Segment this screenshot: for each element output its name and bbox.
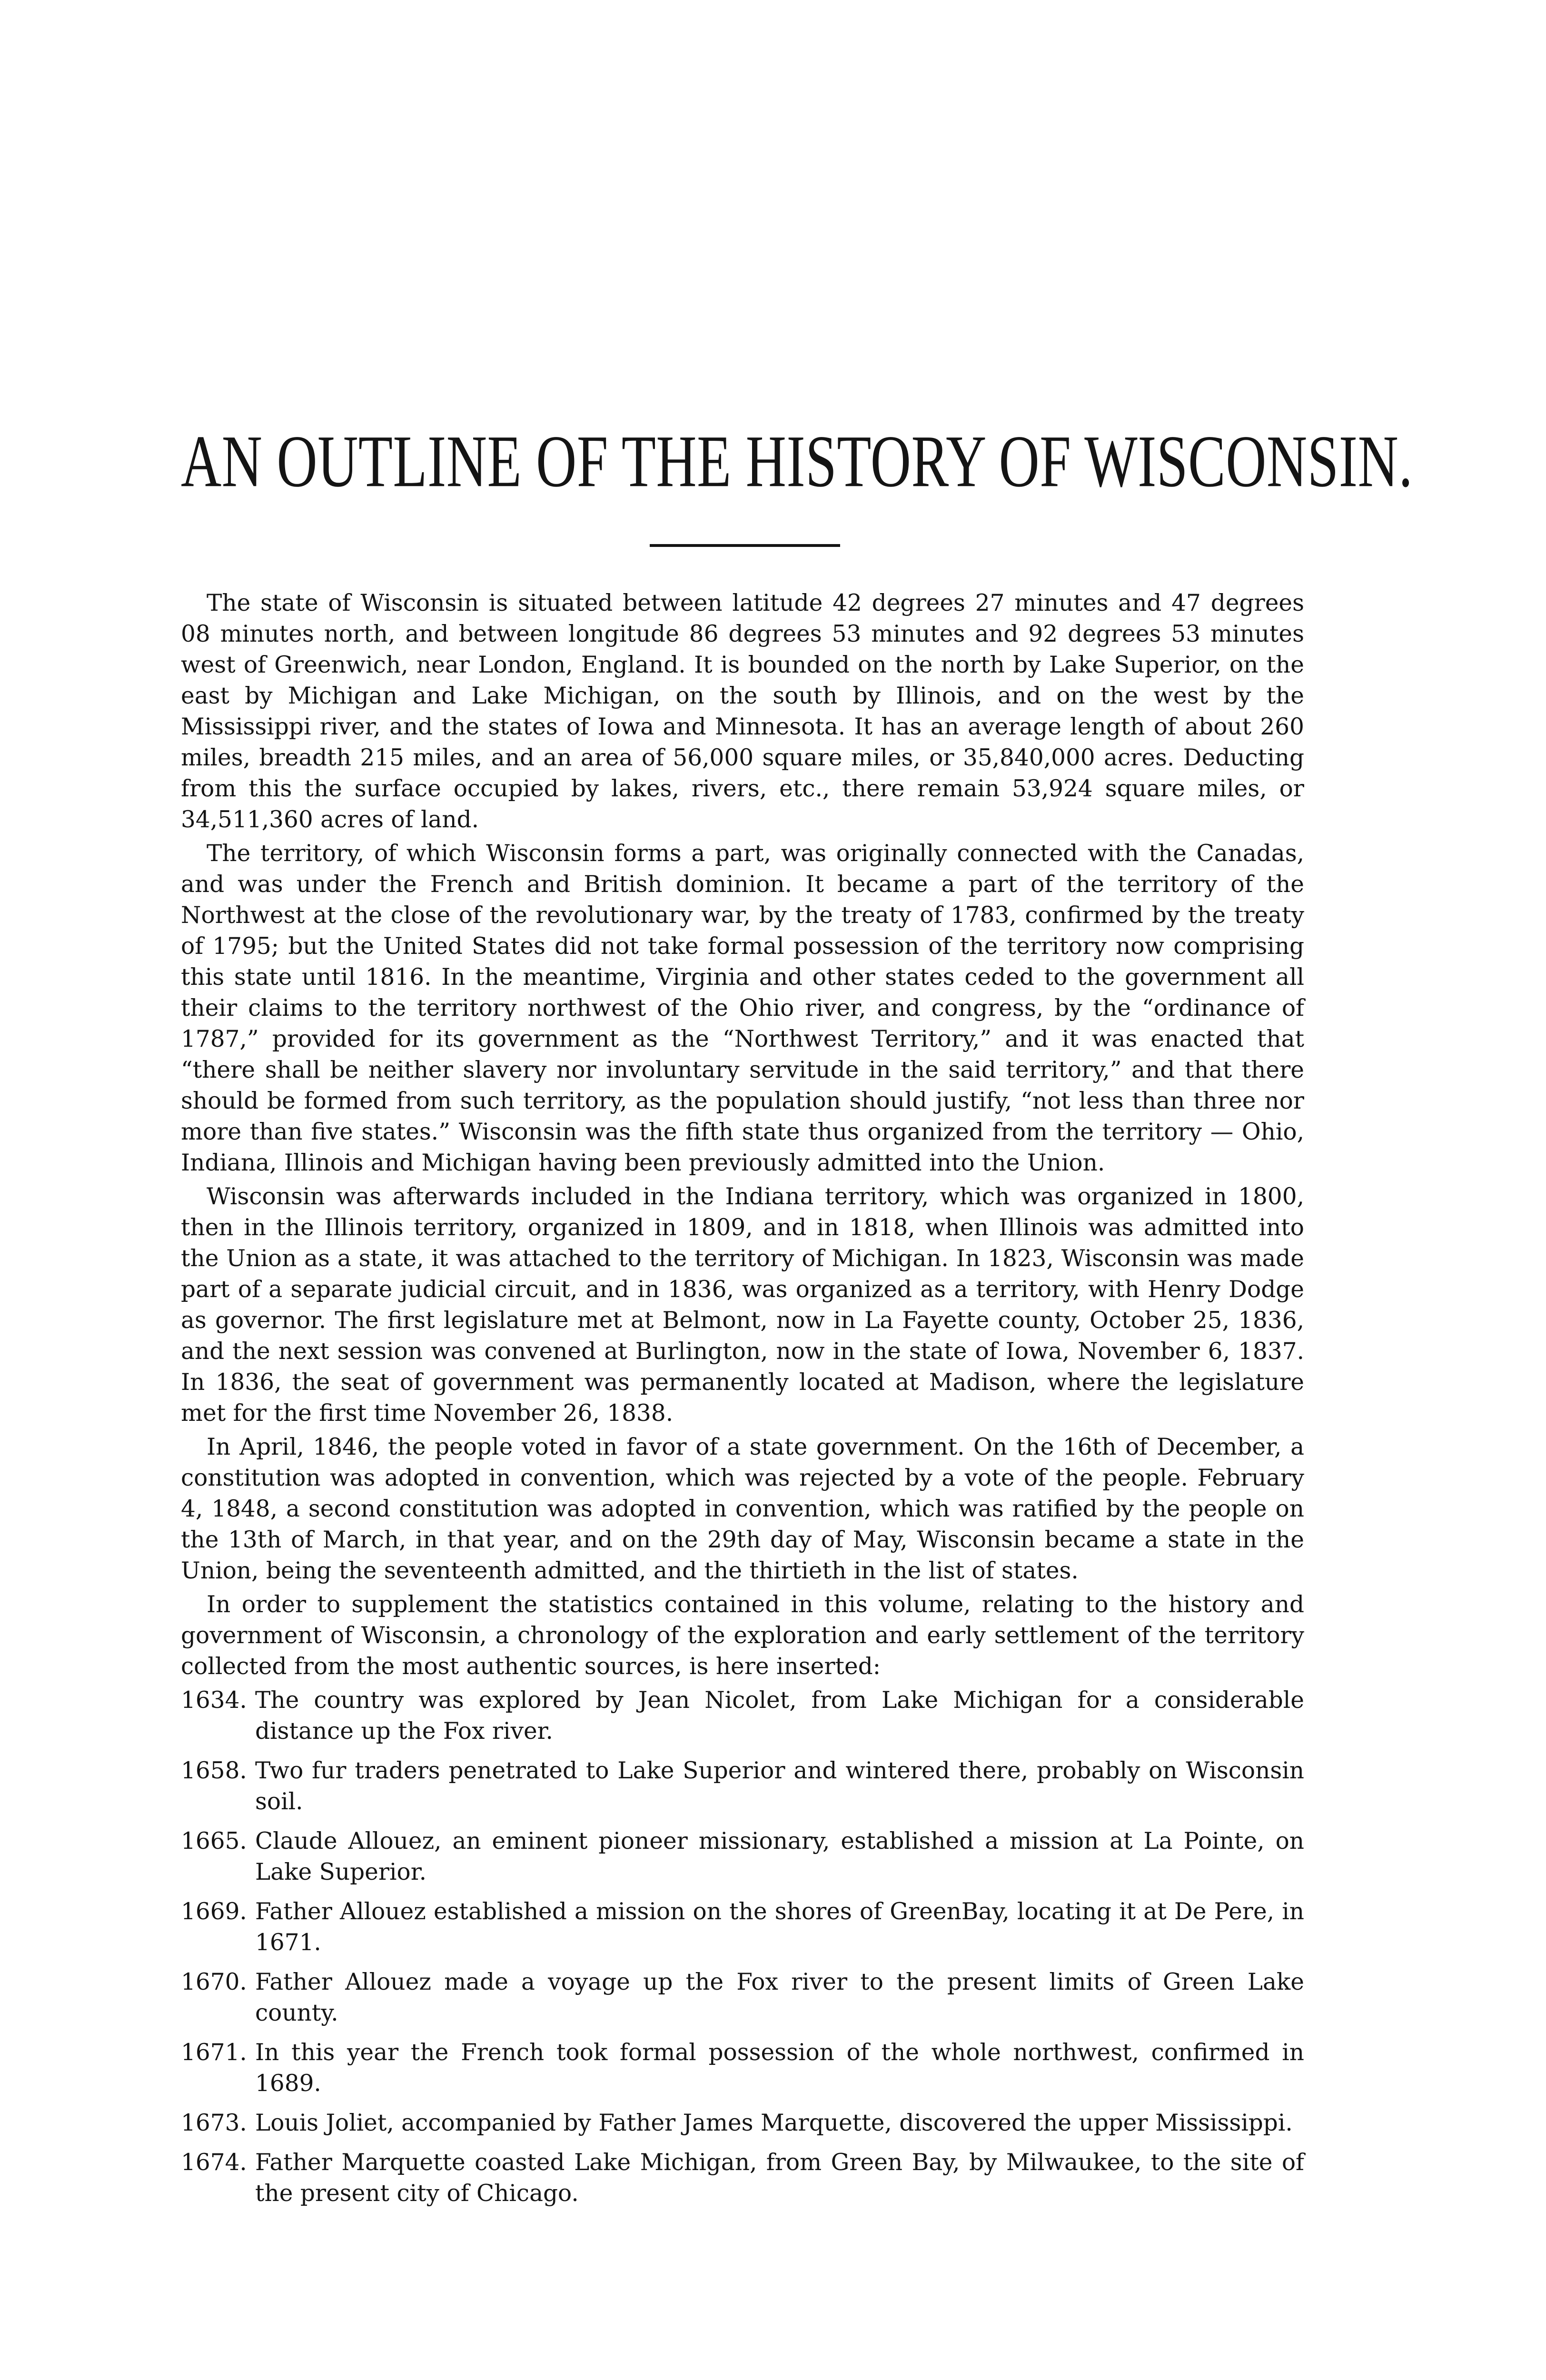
chronology-text: In this year the French took formal possession of the whole northwest, confirmed in 1689. xyxy=(255,2039,1304,2097)
paragraph-territory: The territory, of which Wisconsin forms a part, was originally connected with the Canadas, and was under the French and British dominion. It became a part of the territory of the Northwest at the close of the revolutionary war, by the treaty of 1783, confirmed by the treaty of 1795; but the United States did not take formal possession of the territory now comprising this state until 1816. In the meantime, Virginia and other states ceded to the government all their claims to the territory northwest of the Ohio river, and congress, by the “ordinance of 1787,” provided for its government as the “Northwest Territory,” and it was enacted that “there shall be neither slavery nor involuntary servitude in the said territory,” and that there should be formed from such territory, as the population should justify, “not less than three nor more than five states.” Wisconsin was the fifth state thus organized from the territory — Ohio, Indiana, Illinois and Michigan having been previously admitted into the Union. xyxy=(181,840,1304,1176)
chronology-text: Father Allouez established a mission on the shores of GreenBay, locating it at De Pere, in 1671. xyxy=(255,1898,1304,1956)
paragraph-location: The state of Wisconsin is situated between latitude 42 degrees 27 minutes and 47 degrees 08 minutes north, and between longitude 86 degrees 53 minutes and 92 degrees 53 minutes west of Greenwich, near London, England. It is bounded on the north by Lake Superior, on the east by Michigan and Lake Michigan, on the south by Illinois, and on the west by the Mississippi river, and the states of Iowa and Minnesota. It has an average length of about 260 miles, breadth 215 miles, and an area of 56,000 square miles, or 35,840,000 acres. Deducting from this the surface occupied by lakes, rivers, etc., there remain 53,924 square miles, or 34,511,360 acres of land. xyxy=(181,590,1304,833)
chronology-item xyxy=(181,1826,1304,1888)
chronology-list xyxy=(181,1685,1304,2209)
chronology-item xyxy=(181,2108,1304,2139)
chronology-text: Louis Joliet, accompanied by Father James Marquette, discovered the upper Mississippi. xyxy=(255,2110,1293,2136)
chronology-text: The country was explored by Jean Nicolet, from Lake Michigan for a considerable distance up the Fox river. xyxy=(255,1687,1304,1745)
page-title: AN OUTLINE OF THE HISTORY OF WISCONSIN. xyxy=(181,420,1413,503)
chronology-year: 1634. xyxy=(181,1687,247,1714)
paragraph-chronology-intro: In order to supplement the statistics contained in this volume, relating to the history and government of Wisconsin, a chronology of the exploration and early settlement of the territory collected from the most authentic sources, is here inserted: xyxy=(181,1591,1304,1680)
title-divider xyxy=(650,544,840,547)
chronology-year: 1658. xyxy=(181,1757,247,1784)
paragraph-statehood: In April, 1846, the people voted in favor of a state government. On the 16th of December, a constitution was adopted in convention, which was rejected by a vote of the people. February 4, 1848, a second constitution was adopted in convention, which was ratified by the people on the 13th of March, in that year, and on the 29th day of May, Wisconsin became a state in the Union, being the seventeenth admitted, and the thirtieth in the list of states. xyxy=(181,1434,1304,1584)
chronology-year: 1670. xyxy=(181,1969,247,1995)
document-body xyxy=(181,588,1304,2218)
chronology-item xyxy=(181,2147,1304,2209)
chronology-item xyxy=(181,1896,1304,1958)
chronology-item xyxy=(181,2037,1304,2099)
chronology-item xyxy=(181,1755,1304,1817)
chronology-item xyxy=(181,1685,1304,1747)
chronology-year: 1674. xyxy=(181,2149,247,2176)
paragraph-organization: Wisconsin was afterwards included in the Indiana territory, which was organized in 1800, then in the Illinois territory, organized in 1809, and in 1818, when Illinois was admitted into the Union as a state, it was attached to the territory of Michigan. In 1823, Wisconsin was made part of a separate judicial circuit, and in 1836, was organized as a territory, with Henry Dodge as governor. The first legislature met at Belmont, now in La Fayette county, October 25, 1836, and the next session was convened at Burlington, now in the state of Iowa, November 6, 1837. In 1836, the seat of government was permanently located at Madison, where the legislature met for the first time November 26, 1838. xyxy=(181,1183,1304,1427)
chronology-year: 1669. xyxy=(181,1898,247,1925)
chronology-text: Father Marquette coasted Lake Michigan, from Green Bay, by Milwaukee, to the site of the present city of Chicago. xyxy=(255,2149,1304,2207)
chronology-text: Father Allouez made a voyage up the Fox river to the present limits of Green Lake county. xyxy=(255,1969,1304,2026)
chronology-text: Claude Allouez, an eminent pioneer missionary, established a mission at La Pointe, on Lake Superior. xyxy=(255,1828,1304,1885)
chronology-item xyxy=(181,1967,1304,2029)
chronology-text: Two fur traders penetrated to Lake Superior and wintered there, probably on Wisconsin soil. xyxy=(255,1757,1304,1815)
chronology-year: 1665. xyxy=(181,1828,247,1854)
chronology-year: 1671. xyxy=(181,2039,247,2066)
chronology-year: 1673. xyxy=(181,2110,247,2136)
